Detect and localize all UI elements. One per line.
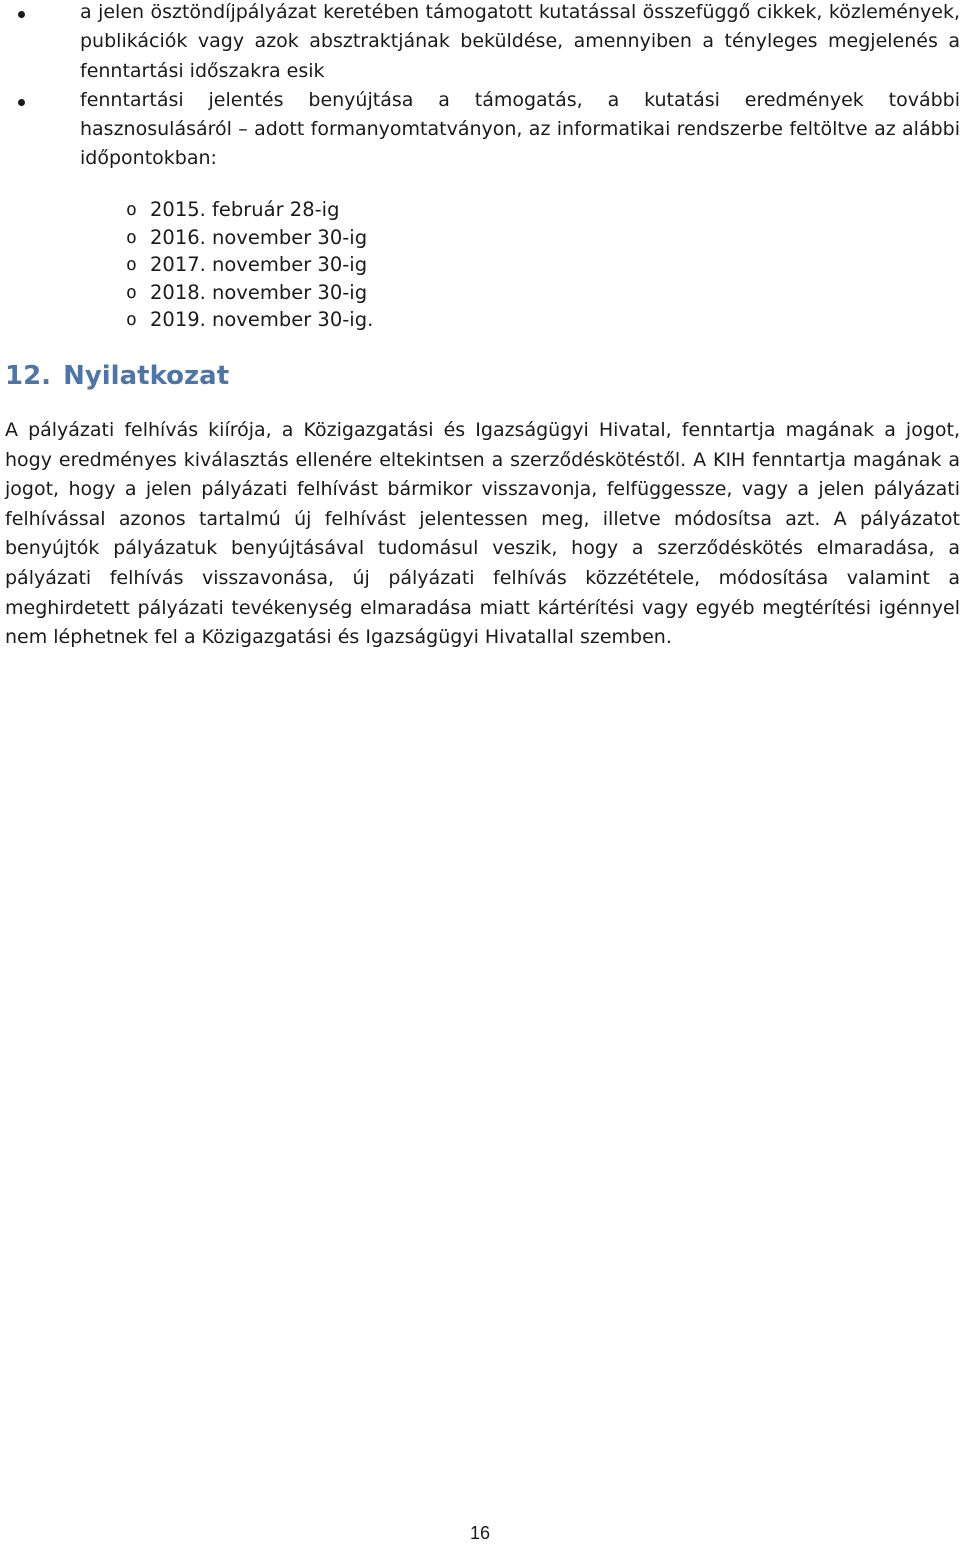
sublist-text: 2019. november 30-ig. (150, 308, 374, 331)
bullet-dot-icon (18, 99, 25, 106)
sublist-marker: o (126, 281, 137, 303)
sublist-item (126, 224, 626, 252)
sublist-text: 2015. február 28-ig (150, 198, 340, 221)
sublist-text: 2017. november 30-ig (150, 253, 368, 276)
sublist-marker: o (126, 309, 137, 330)
page-number: 16 (469, 1523, 491, 1543)
bullet-text: a jelen ösztöndíjpályázat keretében támogatott kutatással összefüggő cikkek, közlemények, publikációk vagy azok absztraktjának beküldése, amennyiben a tényleges megjelenés a fenntartási időszakra esik (80, 1, 960, 82)
bullet-list (0, 0, 960, 174)
sublist-item (126, 251, 626, 279)
sublist-text: 2016. november 30-ig (150, 225, 368, 249)
bullet-item (0, 86, 960, 174)
sublist-text: 2018. november 30-ig (150, 280, 368, 304)
sublist-marker: o (126, 254, 137, 275)
section-number: 12. (5, 361, 52, 391)
sublist-marker: o (126, 226, 137, 248)
sublist-item (126, 279, 626, 307)
sublist-item (126, 196, 626, 224)
section-heading (5, 358, 229, 394)
bullet-dot-icon (18, 11, 25, 18)
bullet-item (0, 0, 960, 86)
bullet-text: fenntartási jelentés benyújtása a támogatás, a kutatási eredmények további hasznosulásáról – adott formanyomtatványon, az informatikai rendszerbe feltöltve az alábbi időpontokban: (80, 88, 960, 170)
body-paragraph: A pályázati felhívás kiírója, a Közigazgatási és Igazságügyi Hivatal, fenntartja magának a jogot, hogy eredményes kiválasztás ellenére eltekintsen a szerződéskötéstől. A KIH fenntartja magának a jogot, hogy a jelen pályázati felhívást bármikor visszavonja, felfüggessze, vagy a jelen pályázati felhívással azonos tartalmú új felhívást jelentessen meg, illetve módosítsa azt. A pályázatot benyújtók pályázatuk benyújtásával tudomásul veszik, hogy a szerződéskötés elmaradása, a pályázati felhívás visszavonása, új pályázati felhívás közzététele, módosítása valamint a meghirdetett pályázati tevékenység elmaradása miatt kártérítési vagy egyéb megtérítési igénnyel nem léphetnek fel a Közigazgatási és Igazságügyi Hivatallal szemben. (5, 419, 960, 649)
sublist-marker: o (126, 199, 137, 220)
sublist-item (126, 306, 626, 334)
section-title: Nyilatkozat (63, 361, 230, 391)
date-sublist (126, 196, 626, 334)
